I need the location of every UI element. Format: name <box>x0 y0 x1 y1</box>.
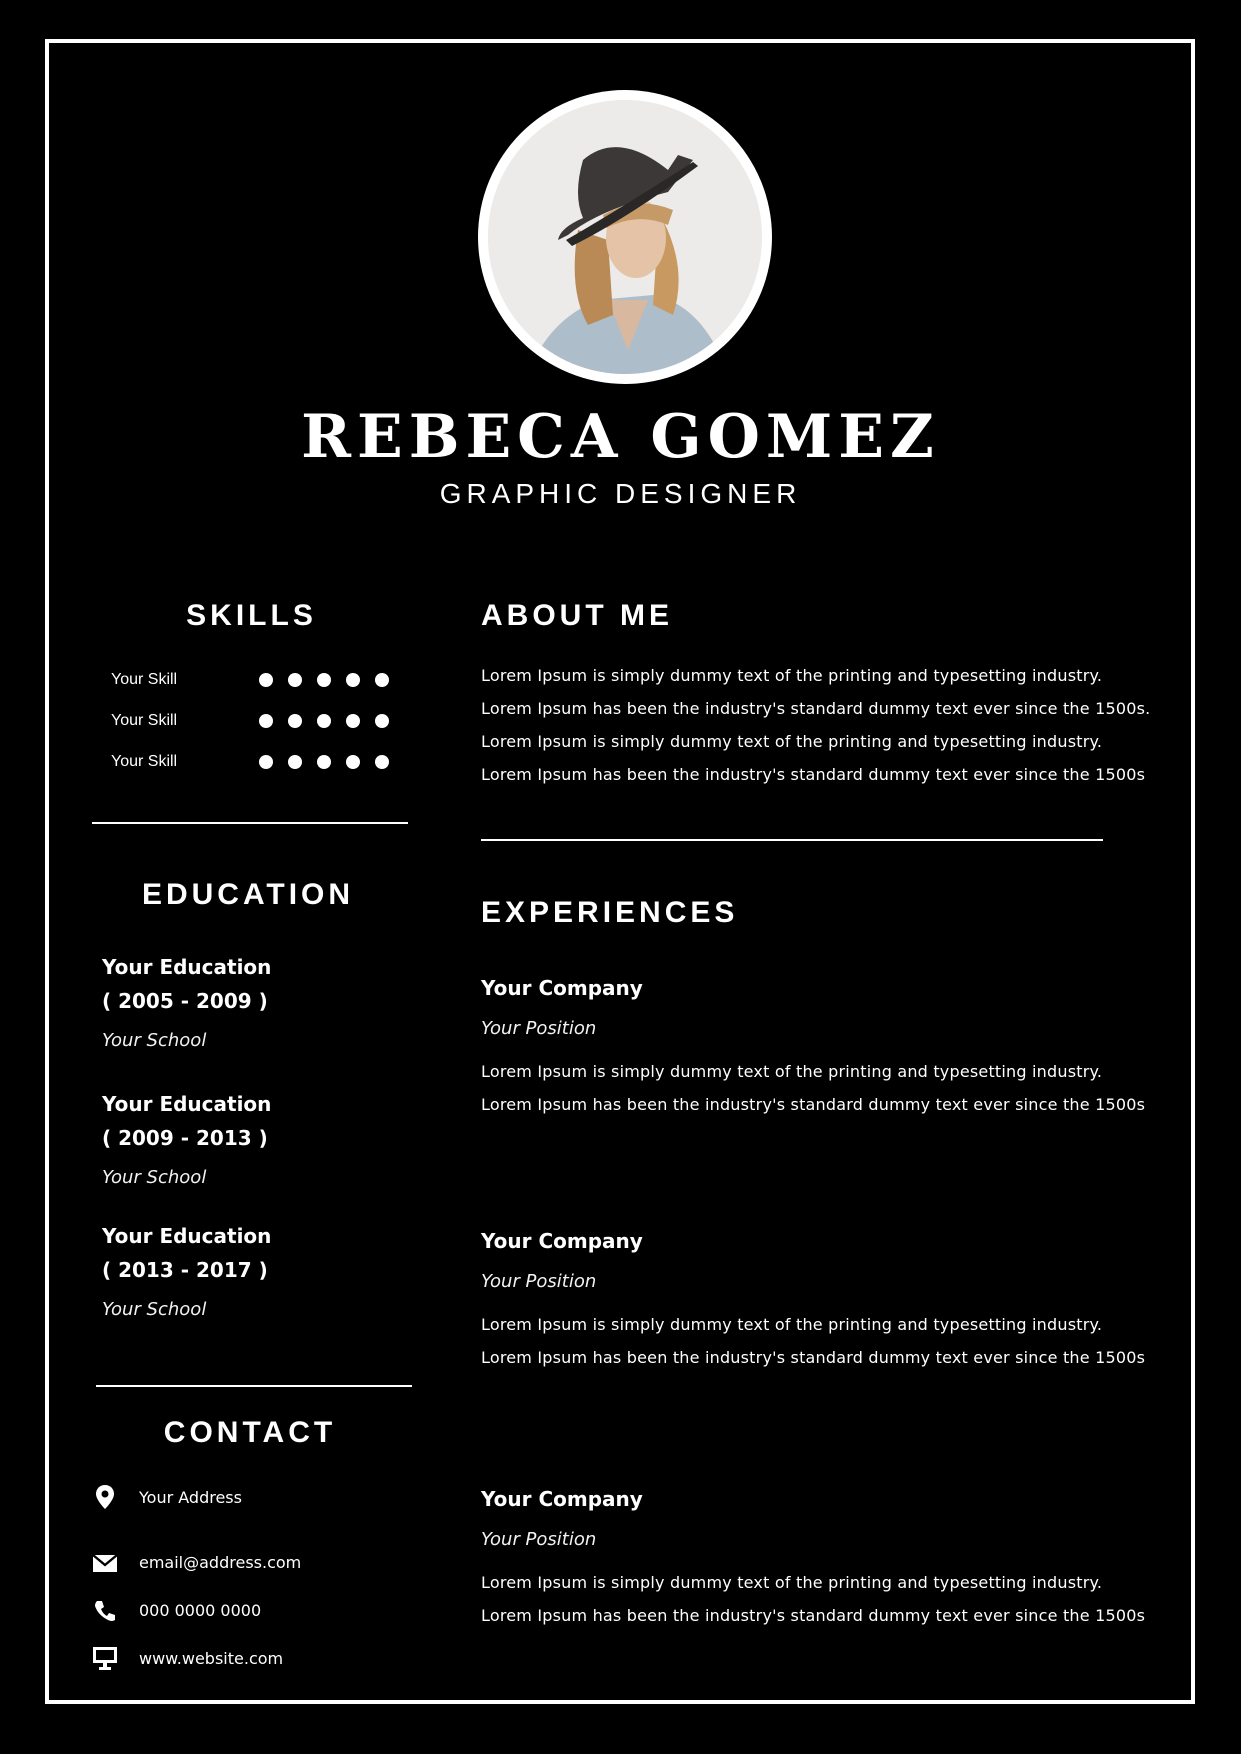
skill-dot <box>317 673 331 687</box>
skill-dot <box>259 673 273 687</box>
education-title: Your Education <box>102 1224 272 1248</box>
about-line: Lorem Ipsum is simply dummy text of the printing and typesetting industry. <box>481 732 1103 751</box>
skill-label: Your Skill <box>111 671 178 688</box>
skill-dot <box>375 673 389 687</box>
skill-dot <box>259 755 273 769</box>
envelope-icon <box>92 1550 118 1576</box>
experience-company: Your Company <box>481 976 643 1000</box>
contact-address: Your Address <box>139 1488 242 1507</box>
skill-dot <box>346 673 360 687</box>
contact-email: email@address.com <box>139 1553 302 1572</box>
education-title: Your Education <box>102 1092 272 1116</box>
monitor-icon <box>92 1645 118 1671</box>
skill-dot <box>375 755 389 769</box>
experience-line: Lorem Ipsum is simply dummy text of the printing and typesetting industry. <box>481 1573 1103 1592</box>
experience-company: Your Company <box>481 1487 643 1511</box>
experience-line: Lorem Ipsum is simply dummy text of the printing and typesetting industry. <box>481 1315 1103 1334</box>
skill-dot <box>288 673 302 687</box>
education-years: ( 2009 - 2013 ) <box>102 1126 268 1150</box>
skill-dot <box>317 755 331 769</box>
skill-dot <box>259 714 273 728</box>
education-school: Your School <box>102 1299 207 1320</box>
education-school: Your School <box>102 1030 207 1051</box>
experience-position: Your Position <box>481 1018 597 1039</box>
experience-line: Lorem Ipsum is simply dummy text of the printing and typesetting industry. <box>481 1062 1103 1081</box>
education-years: ( 2013 - 2017 ) <box>102 1258 268 1282</box>
experience-line: Lorem Ipsum has been the industry's standard dummy text ever since the 1500s <box>481 1606 1146 1625</box>
divider <box>96 1385 412 1387</box>
contact-phone: 000 0000 0000 <box>139 1601 262 1620</box>
skill-rating <box>259 755 389 769</box>
skill-label: Your Skill <box>111 712 178 729</box>
about-line: Lorem Ipsum has been the industry's standard dummy text ever since the 1500s. <box>481 699 1151 718</box>
skill-label: Your Skill <box>111 753 178 770</box>
experiences-heading: EXPERIENCES <box>481 896 739 929</box>
about-line: Lorem Ipsum is simply dummy text of the printing and typesetting industry. <box>481 666 1103 685</box>
person-name: REBECA GOMEZ <box>301 402 940 472</box>
skill-dot <box>346 755 360 769</box>
divider <box>481 839 1103 841</box>
skill-rating <box>259 673 389 687</box>
skill-dot <box>317 714 331 728</box>
experience-line: Lorem Ipsum has been the industry's standard dummy text ever since the 1500s <box>481 1348 1146 1367</box>
skill-rating <box>259 714 389 728</box>
skill-dot <box>288 714 302 728</box>
skill-dot <box>288 755 302 769</box>
experience-position: Your Position <box>481 1271 597 1292</box>
skill-dot <box>346 714 360 728</box>
skills-heading: SKILLS <box>186 599 317 632</box>
contact-website: www.website.com <box>139 1649 284 1668</box>
experience-position: Your Position <box>481 1529 597 1550</box>
location-pin-icon <box>92 1484 118 1510</box>
phone-icon <box>92 1598 118 1624</box>
about-line: Lorem Ipsum has been the industry's standard dummy text ever since the 1500s <box>481 765 1146 784</box>
education-years: ( 2005 - 2009 ) <box>102 989 268 1013</box>
experience-company: Your Company <box>481 1229 643 1253</box>
education-title: Your Education <box>102 955 272 979</box>
skill-dot <box>375 714 389 728</box>
job-title: GRAPHIC DESIGNER <box>439 478 802 509</box>
education-heading: EDUCATION <box>141 878 355 911</box>
about-heading: ABOUT ME <box>481 599 673 632</box>
profile-photo <box>488 100 762 374</box>
experience-line: Lorem Ipsum has been the industry's standard dummy text ever since the 1500s <box>481 1095 1146 1114</box>
divider <box>92 822 408 824</box>
education-school: Your School <box>102 1167 207 1188</box>
profile-photo-frame <box>478 90 772 384</box>
contact-heading: CONTACT <box>163 1416 337 1449</box>
